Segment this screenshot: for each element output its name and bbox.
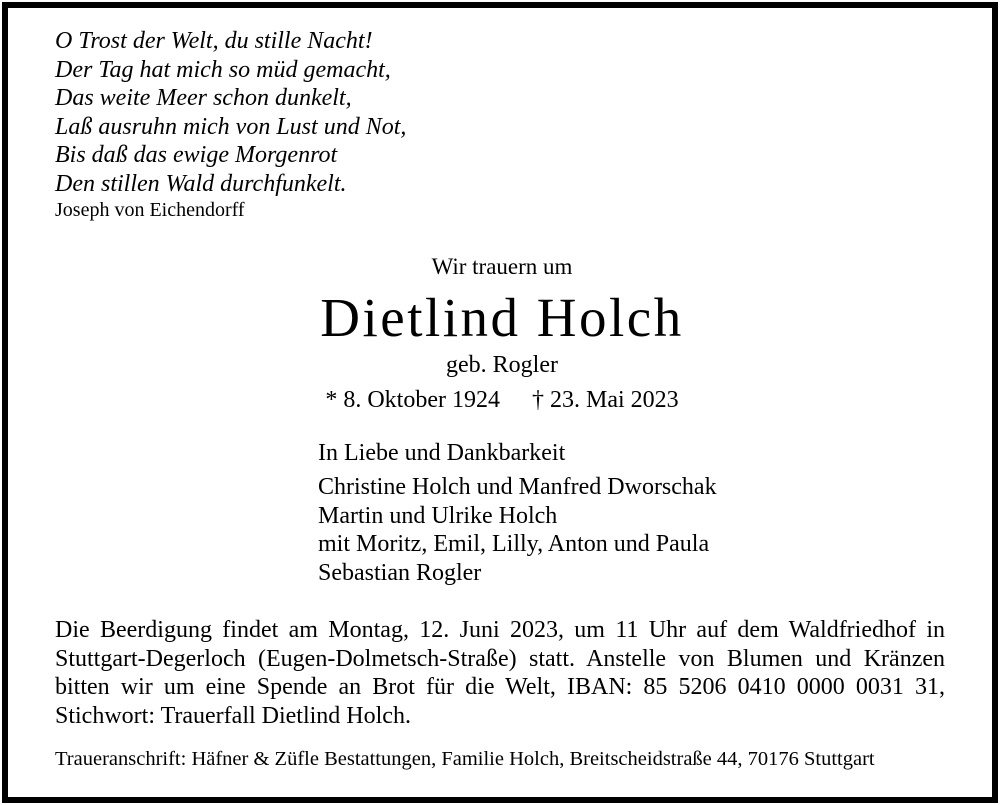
mourner-line: mit Moritz, Emil, Lilly, Anton und Paula [318, 531, 710, 558]
funeral-line: Stichwort: Trauerfall Dietlind Holch. [55, 702, 411, 729]
mourner-line: Christine Holch und Manfred Dworschak [318, 474, 717, 501]
contact-line: Traueranschrift: Häfner & Züfle Bestattungen, Familie Holch, Breitscheidstraße 44, 70176 Stuttgart [55, 748, 875, 770]
life-dates [0, 387, 1000, 414]
mourner-line: Martin und Ulrike Holch [318, 502, 558, 529]
poem-line: Der Tag hat mich so müd gemacht, [55, 56, 391, 83]
death-date: † 23. Mai 2023 [531, 387, 679, 413]
condolence-lead: In Liebe und Dankbarkeit [318, 440, 566, 466]
poem-line: Das weite Meer schon dunkelt, [55, 85, 352, 112]
poem [55, 27, 406, 199]
poem-line: Den stillen Wald durchfunkelt. [55, 170, 347, 197]
maiden-name: geb. Rogler [446, 352, 558, 378]
funeral-paragraph [55, 616, 945, 730]
poem-line: Bis daß das ewige Morgenrot [55, 142, 338, 169]
poem-line: O Trost der Welt, du stille Nacht! [55, 28, 373, 54]
birth-date: * 8. Oktober 1924 [325, 387, 500, 413]
mourner-line: Sebastian Rogler [318, 559, 482, 586]
deceased-name: Dietlind Holch [320, 287, 684, 348]
funeral-line: bitten wir um eine Spende an Brot für die Welt, IBAN: 85 5206 0410 0000 0031 31, [55, 674, 945, 701]
poem-attribution: Joseph von Eichendorff [55, 199, 245, 221]
poem-line: Laß ausruhn mich von Lust und Not, [55, 113, 407, 140]
intro-line: Wir trauern um [431, 254, 573, 279]
funeral-line: Die Beerdigung findet am Montag, 12. Juni 2023, um 11 Uhr auf dem Waldfriedhof in [55, 617, 945, 643]
funeral-line: Stuttgart-Degerloch (Eugen-Dolmetsch-Straße) statt. Anstelle von Blumen und Kränzen [55, 645, 945, 672]
mourners-block [318, 439, 717, 587]
